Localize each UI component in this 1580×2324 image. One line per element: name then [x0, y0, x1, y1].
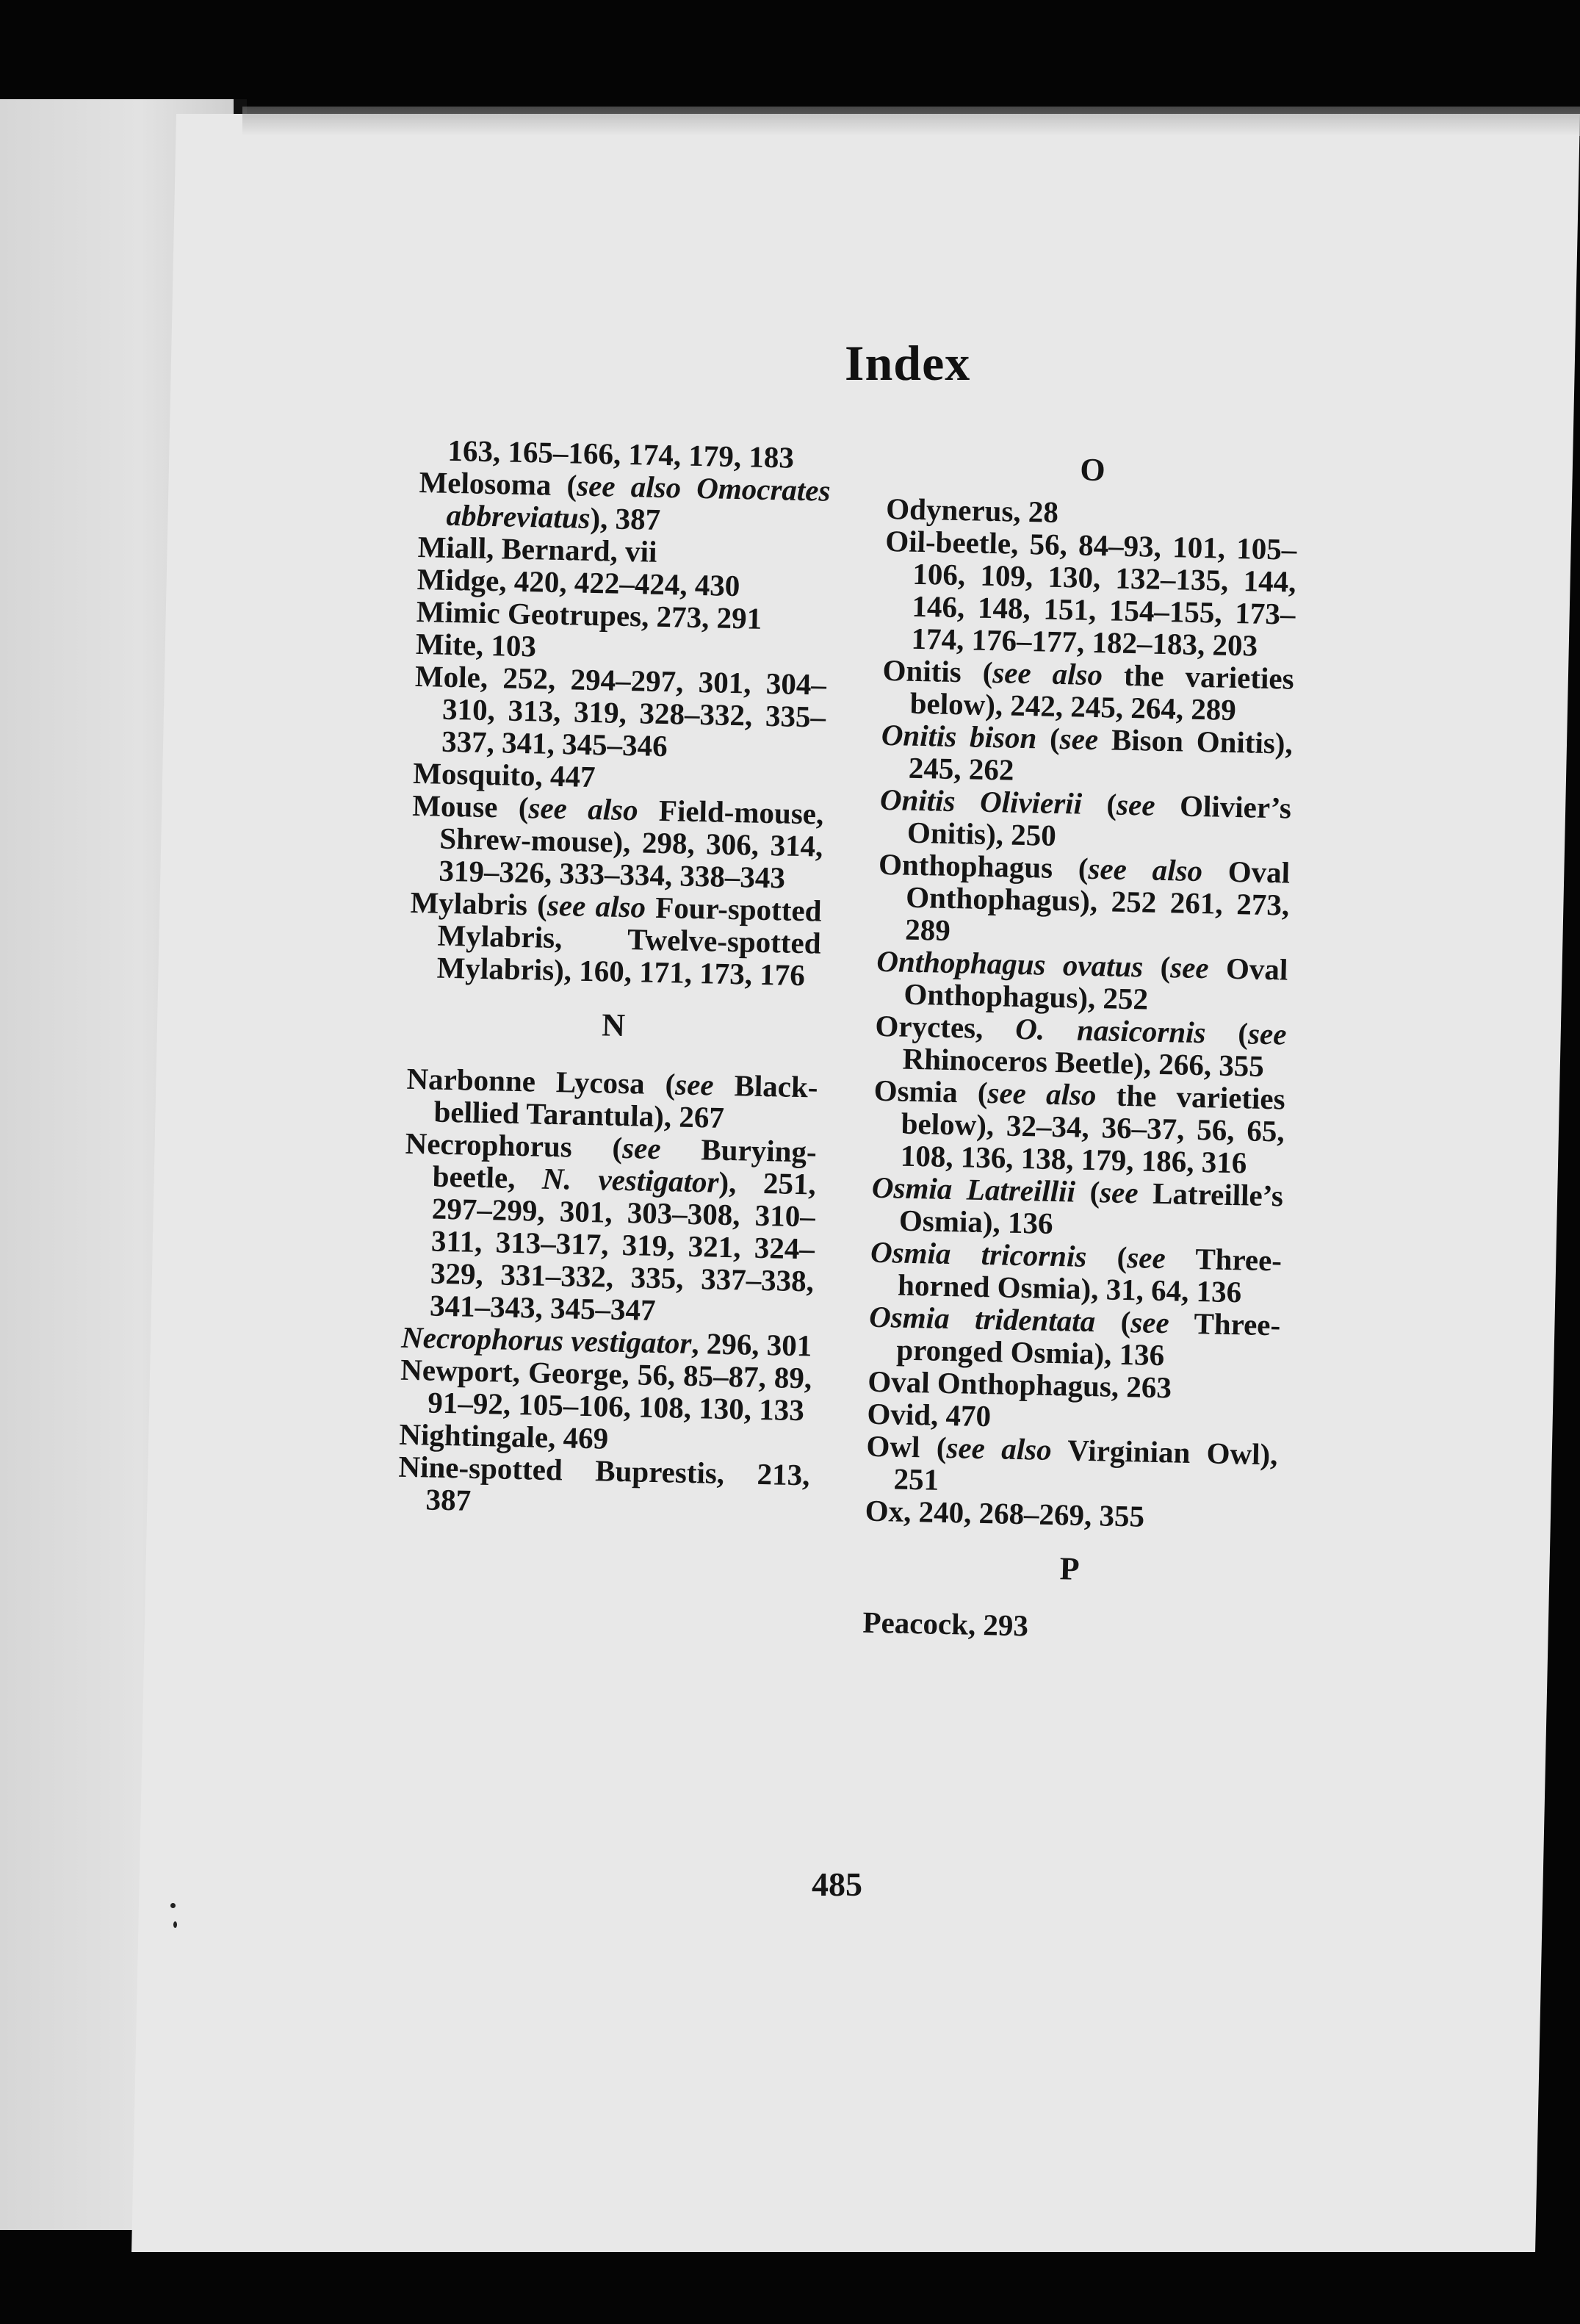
section-letter: P [1059, 1550, 1081, 1587]
index-entry: Onitis bison (see Bison Onitis), 245, 262 [881, 717, 1294, 787]
paper-speck [170, 1903, 176, 1908]
index-entry: Mosquito, 447 [412, 755, 596, 794]
index-entry: Odynerus, 28 [885, 491, 1059, 529]
index-entry: Oval Onthophagus, 263 [867, 1364, 1172, 1405]
index-entry: Ovid, 470 [867, 1396, 992, 1433]
index-entry: Midge, 420, 422–424, 430 [416, 561, 740, 603]
index-entry: Nine-spotted Buprestis, 213, 387 [398, 1449, 810, 1517]
index-entry-continuation: 163, 165–166, 174, 179, 183 [447, 433, 795, 475]
index-entry: Mouse (see also Field-mouse, Shrew-mouse), 298, 306, 314, 319–326, 333–334, 338–343 [411, 788, 824, 895]
section-letter: O [1079, 451, 1106, 489]
index-entry: Nightingale, 469 [398, 1417, 609, 1456]
index-entry: Necrophorus (see Burying-beetle, N. vestigator), 251, 297–299, 301, 303–308, 310–311, 313–317, 319, 321, 324–329, 331–332, 335, 337–338, 341–343, 345–347 [405, 1126, 818, 1327]
index-entry: Mimic Geotrupes, 273, 291 [416, 594, 762, 636]
page-title: Index [845, 335, 971, 391]
index-entry: Peacock, 293 [862, 1605, 1029, 1643]
index-entry: Osmia tridentata (see Three-pronged Osmia), 136 [868, 1299, 1281, 1373]
index-entry: Osmia Latreillii (see Latreille’s Osmia), 136 [871, 1170, 1284, 1240]
index-entry: Narbonne Lycosa (see Black-bellied Tarantula), 267 [406, 1061, 818, 1134]
index-entry: Osmia tricornis (see Three-horned Osmia), 31, 64, 136 [870, 1234, 1283, 1309]
index-entry: Mole, 252, 294–297, 301, 304–310, 313, 319, 328–332, 335–337, 341, 345–346 [414, 658, 827, 763]
paper-speck [173, 1921, 177, 1928]
index-entry: Osmia (see also the varieties below), 32–34, 36–37, 56, 65, 108, 136, 138, 179, 186, 316 [873, 1073, 1286, 1180]
index-entry: Mite, 103 [415, 626, 537, 663]
index-entry: Onitis (see also the varieties below), 242, 245, 264, 289 [882, 652, 1295, 727]
index-entry: Onthophagus (see also Oval Onthophagus), 252 261, 273, 289 [878, 846, 1291, 947]
index-entry: Onitis Olivierii (see Olivier’s Onitis), 250 [879, 782, 1292, 852]
index-entry: Newport, George, 56, 85–87, 89, 91–92, 105–106, 108, 130, 133 [400, 1352, 812, 1428]
index-entry: Necrophorus vestigator, 296, 301 [400, 1320, 812, 1363]
page-number: 485 [812, 1866, 862, 1903]
index-entry: Mylabris (see also Four-spotted Mylabris, Twelve-spotted Mylabris), 160, 171, 173, 176 [410, 885, 822, 993]
index-page [131, 114, 1580, 2252]
section-letter: N [601, 1007, 626, 1044]
index-entry: Onthophagus ovatus (see Oval Onthophagus), 252 [876, 943, 1288, 1016]
index-entry: Miall, Bernard, vii [417, 529, 657, 569]
index-entry: Oryctes, O. nasicornis (see Rhinoceros Beetle), 266, 355 [875, 1008, 1287, 1083]
index-entry: Melosoma (see also Omocrates abbreviatus), 387 [419, 464, 831, 536]
index-column-left [397, 433, 832, 1523]
index-entry: Ox, 240, 268–269, 355 [865, 1493, 1145, 1533]
index-entry: Owl (see also Virginian Owl), 251 [866, 1428, 1278, 1497]
page-top-shadow [242, 107, 1580, 136]
index-column-right [862, 450, 1299, 1647]
index-entry: Oil-beetle, 56, 84–93, 101, 105–106, 109, 130, 132–135, 144, 146, 148, 151, 154–155, 173–174, 176–177, 182–183, 203 [884, 523, 1297, 663]
